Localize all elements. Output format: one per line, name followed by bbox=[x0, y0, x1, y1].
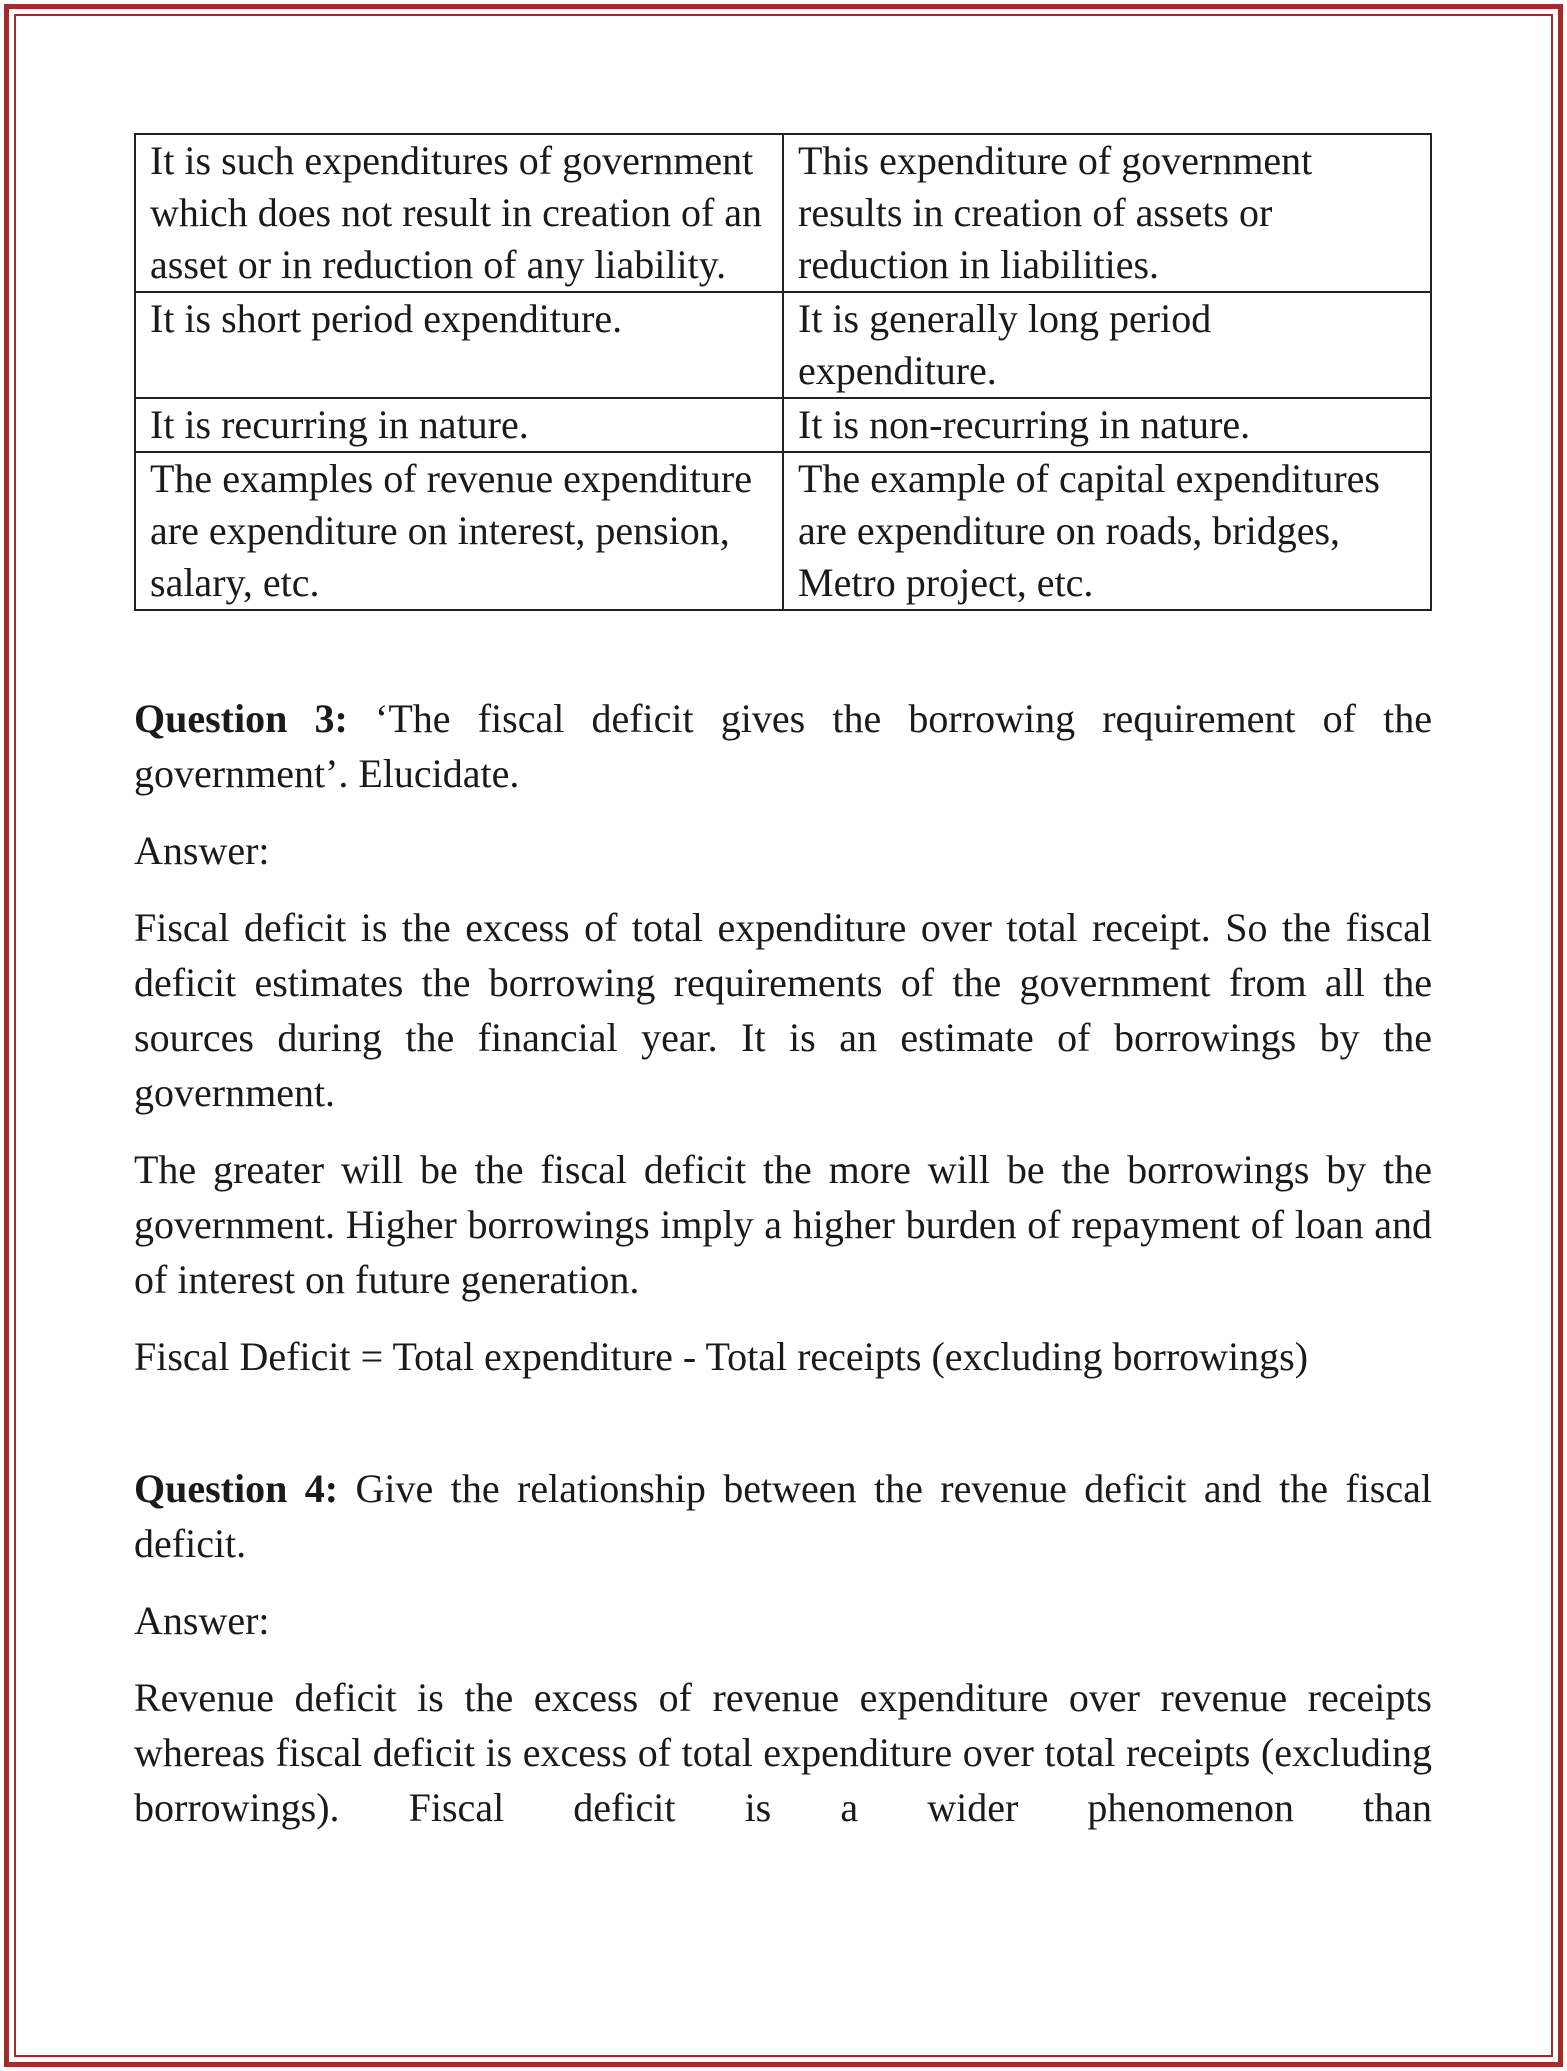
question-3 bbox=[134, 691, 1432, 801]
question-4-text: Give the relationship between the revenue deficit and the fiscal deficit. bbox=[134, 1466, 1432, 1566]
capital-expenditure-cell: This expenditure of government results in creation of assets or reduction in liabilities. bbox=[783, 134, 1431, 292]
answer-4-paragraph: Revenue deficit is the excess of revenue expenditure over revenue receipts whereas fiscal deficit is excess of total expenditure over total receipts (excluding borrowings). Fiscal deficit is a wider phenomenon than bbox=[134, 1675, 1432, 1830]
page-content bbox=[134, 133, 1432, 1835]
revenue-expenditure-cell: It is short period expenditure. bbox=[135, 292, 783, 398]
question-4 bbox=[134, 1461, 1432, 1571]
table-row bbox=[135, 292, 1431, 398]
revenue-expenditure-cell: It is such expenditures of government which does not result in creation of an asset or in reduction of any liability. bbox=[135, 134, 783, 292]
capital-expenditure-cell: It is generally long period expenditure. bbox=[783, 292, 1431, 398]
table-row bbox=[135, 134, 1431, 292]
capital-expenditure-cell: It is non-recurring in nature. bbox=[783, 398, 1431, 452]
question-3-text: ‘The fiscal deficit gives the borrowing requirement of the government’. Elucidate. bbox=[134, 696, 1432, 796]
revenue-capital-comparison-table bbox=[134, 133, 1432, 611]
table-row bbox=[135, 398, 1431, 452]
answer-4-label: Answer: bbox=[134, 1598, 270, 1643]
revenue-expenditure-cell: It is recurring in nature. bbox=[135, 398, 783, 452]
answer-3-paragraph: The greater will be the fiscal deficit the more will be the borrowings by the government. Higher borrowings imply a higher burden of repayment of loan and of interest on future generation. bbox=[134, 1147, 1432, 1302]
answer-3-label: Answer: bbox=[134, 828, 270, 873]
answer-3-paragraph: Fiscal deficit is the excess of total expenditure over total receipt. So the fiscal deficit estimates the borrowing requirements of the government from all the sources during the financial year. It is an estimate of borrowings by the government. bbox=[134, 905, 1432, 1115]
question-4-label: Question 4: bbox=[134, 1466, 339, 1511]
question-3-label: Question 3: bbox=[134, 696, 348, 741]
fiscal-deficit-formula: Fiscal Deficit = Total expenditure - Total receipts (excluding borrowings) bbox=[134, 1334, 1309, 1379]
table-row bbox=[135, 452, 1431, 610]
revenue-expenditure-cell: The examples of revenue expenditure are expenditure on interest, pension, salary, etc. bbox=[135, 452, 783, 610]
capital-expenditure-cell: The example of capital expenditures are expenditure on roads, bridges, Metro project, etc. bbox=[783, 452, 1431, 610]
